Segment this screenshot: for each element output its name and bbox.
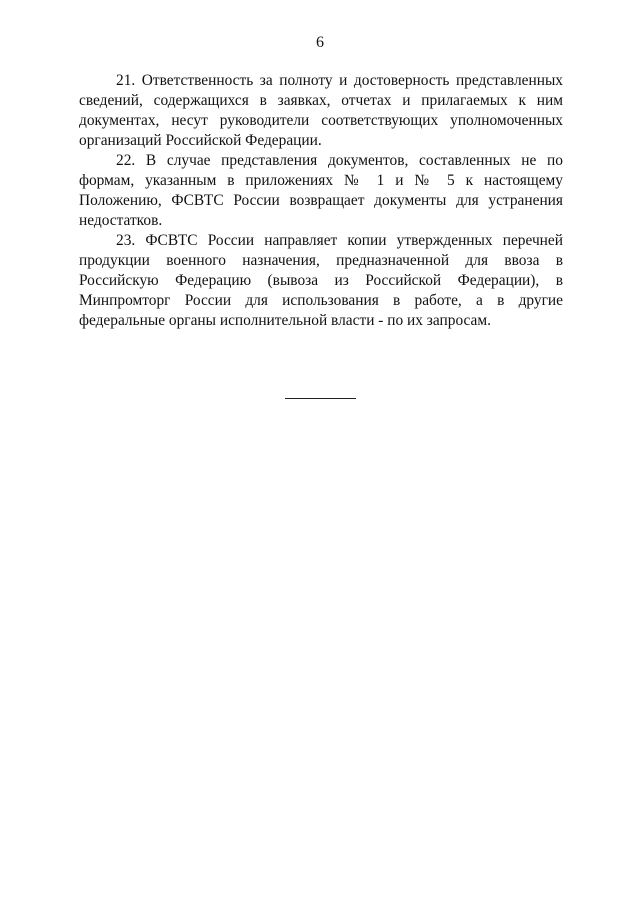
paragraph-21: 21. Ответственность за полноту и достоверность представленных сведений, содержащихся в заявках, отчетах и прилагаемых к ним документах, несут руководители соответствующих уполномоченных организаций Российской Федерации. — [79, 72, 563, 149]
end-separator-line — [285, 398, 356, 399]
page-number: 6 — [316, 34, 324, 51]
paragraph-22: 22. В случае представления документов, составленных не по формам, указанным в приложениях № 1 и № 5 к настоящему Положению, ФСВТС России возвращает документы для устранения недостатков. — [79, 152, 563, 229]
paragraph-23: 23. ФСВТС России направляет копии утвержденных перечней продукции военного назначения, предназначенной для ввоза в Российскую Федерацию (вывоза из Российской Федерации), в Минпромторг России для использования в работе, а в другие федеральные органы исполнительной власти - по их запросам. — [79, 232, 563, 329]
document-body — [79, 71, 563, 331]
